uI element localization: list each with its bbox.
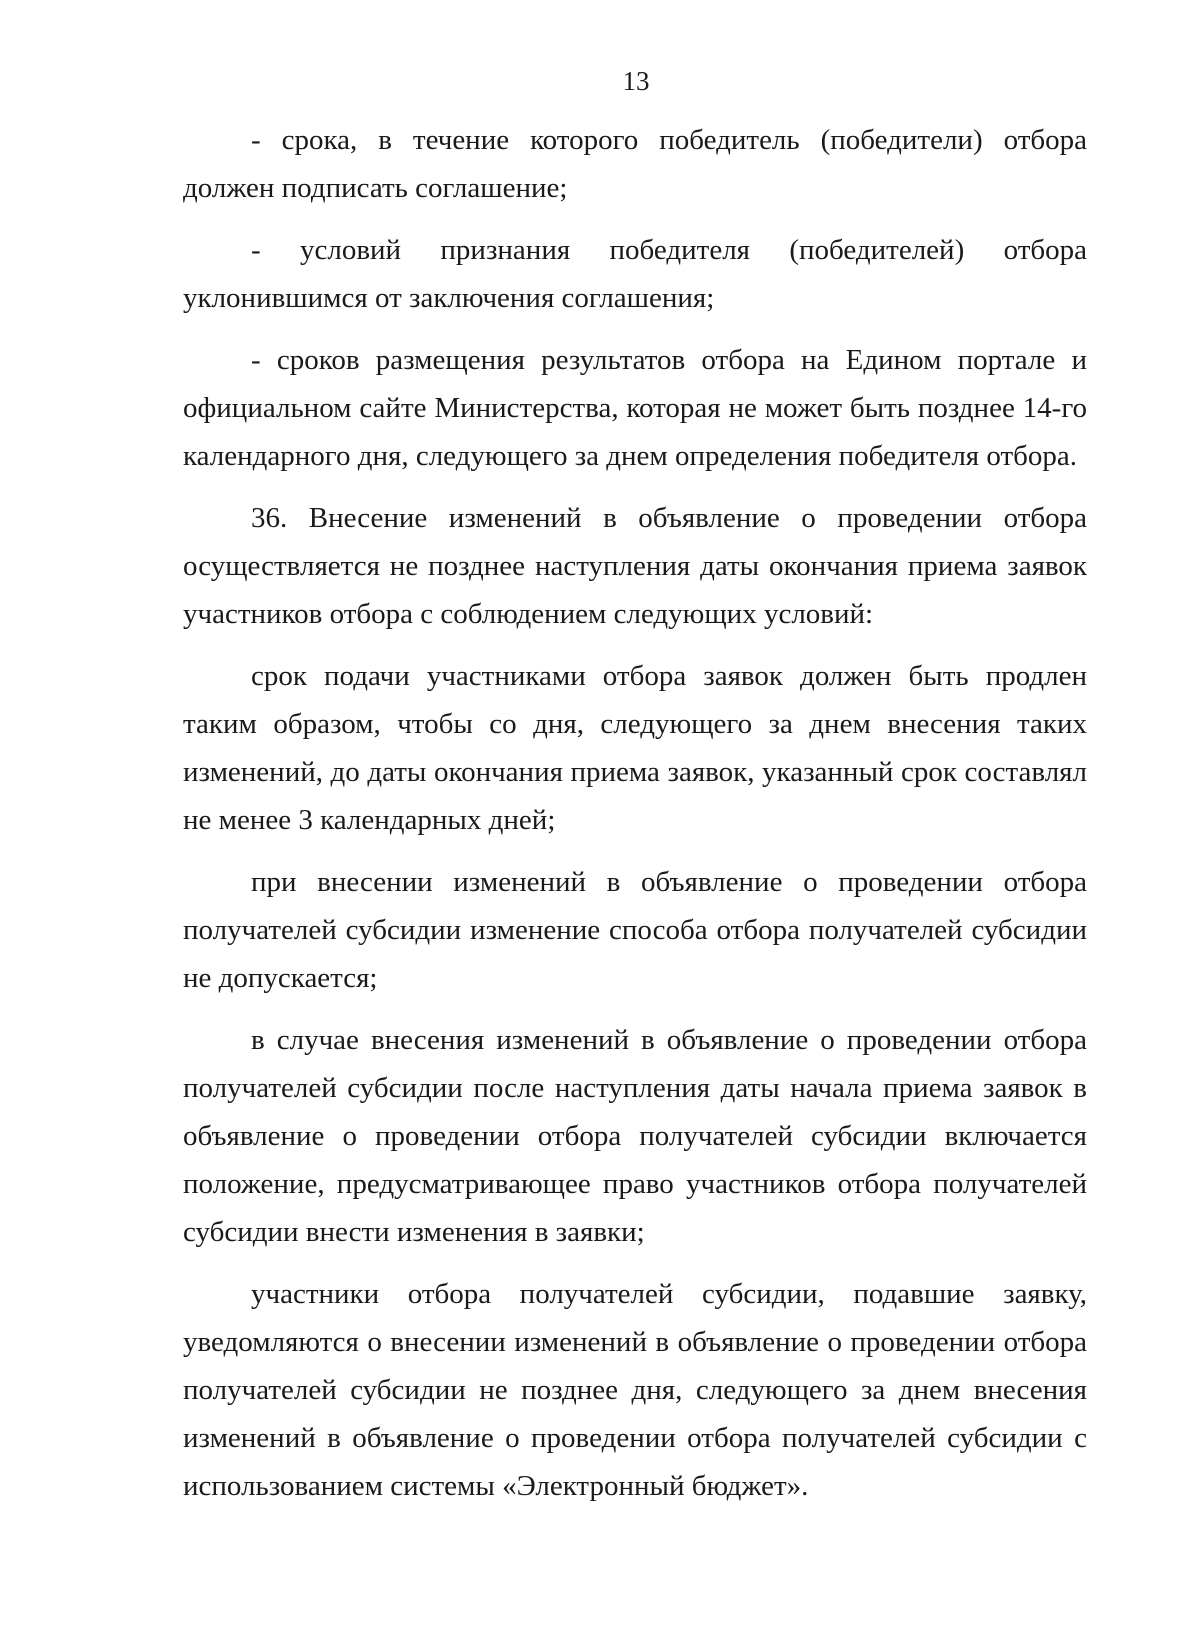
page-number: 13 [622, 66, 650, 96]
paragraph-deadline-sign-agreement: - срока, в течение которого победитель (победители) отбора должен подписать соглашение; [183, 124, 1087, 204]
paragraph-selection-method-change: при внесении изменений в объявление о проведении отбора получателей субсидии изменение способа отбора получателей субсидии не допускается; [183, 866, 1087, 994]
paragraph-36-announcement-changes: 36. Внесение изменений в объявление о проведении отбора осуществляется не позднее наступления даты окончания приема заявок участников отбора с соблюдением следующих условий: [183, 502, 1087, 630]
paragraph-participant-notification: участники отбора получателей субсидии, подавшие заявку, уведомляются о внесении изменений в объявление о проведении отбора получателей субсидии не позднее дня, следующего за днем внесения изменений в объявление о проведении отбора получателей субсидии с использованием системы «Электронный бюджет». [183, 1278, 1087, 1502]
document-body [183, 116, 1087, 1510]
paragraph-application-deadline-extension: срок подачи участниками отбора заявок должен быть продлен таким образом, чтобы со дня, следующего за днем внесения таких изменений, до даты окончания приема заявок, указанный срок составлял не менее 3 календарных дней; [183, 660, 1087, 836]
paragraph-winner-evasion-conditions: - условий признания победителя (победителей) отбора уклонившимся от заключения соглашения; [183, 234, 1087, 314]
paragraph-results-publication-deadline: - сроков размещения результатов отбора на Едином портале и официальном сайте Министерства, которая не может быть позднее 14-го календарного дня, следующего за днем определения победителя отбора. [183, 344, 1087, 472]
paragraph-right-to-amend-applications: в случае внесения изменений в объявление о проведении отбора получателей субсидии после наступления даты начала приема заявок в объявление о проведении отбора получателей субсидии включается положение, предусматривающее право участников отбора получателей субсидии внести изменения в заявки; [183, 1024, 1087, 1248]
